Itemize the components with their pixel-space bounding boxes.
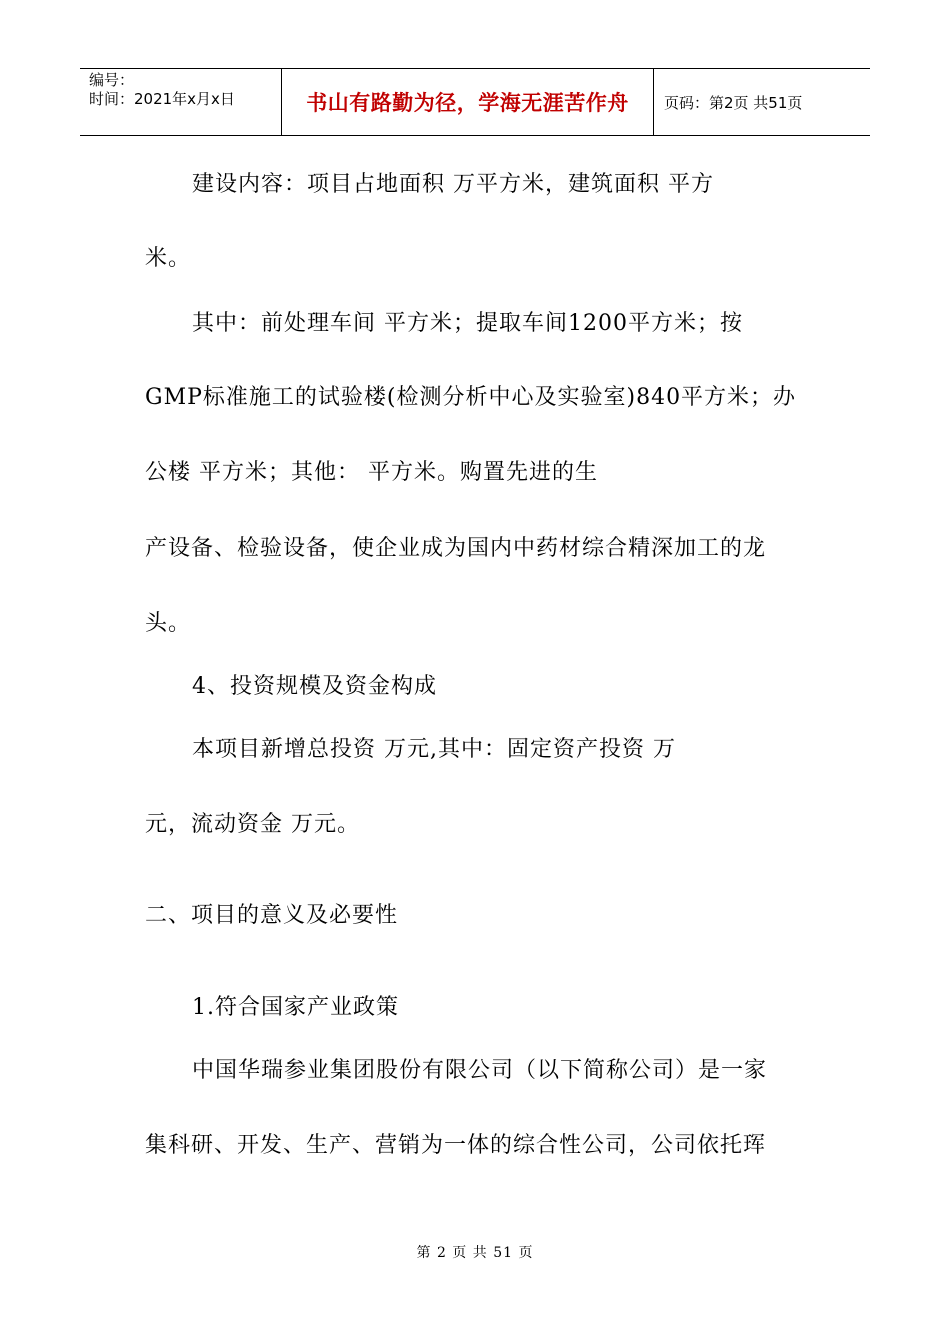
section-heading-investment: 4、投资规模及资金构成 xyxy=(192,674,437,699)
paragraph-line: GMP标准施工的试验楼(检测分析中心及实验室)840平方米；办 xyxy=(145,385,797,410)
paragraph-line: 产设备、检验设备，使企业成为国内中药材综合精深加工的龙 xyxy=(145,536,767,561)
paragraph-line: 元，流动资金 万元。 xyxy=(145,812,360,837)
paragraph-line: 本项目新增总投资 万元,其中：固定资产投资 万 xyxy=(192,737,676,762)
header-meta xyxy=(80,69,282,135)
header-time-label: 时间：2021年x月x日 xyxy=(89,90,235,108)
section-heading-significance: 二、项目的意义及必要性 xyxy=(145,903,399,928)
paragraph-line: 建设内容：项目占地面积 万平方米，建筑面积 平方 xyxy=(192,172,714,197)
paragraph-line: 头。 xyxy=(145,611,192,636)
header-motto: 书山有路勤为径，学海无涯苦作舟 xyxy=(282,69,654,135)
paragraph-line: 米。 xyxy=(145,246,192,271)
paragraph-line: 其中：前处理车间 平方米；提取车间1200平方米；按 xyxy=(192,311,743,336)
page-header xyxy=(80,68,870,136)
paragraph-line: 集科研、开发、生产、营销为一体的综合性公司，公司依托珲 xyxy=(145,1133,767,1158)
header-number-label: 编号： xyxy=(89,71,135,89)
header-page-code: 页码：第2页 共51页 xyxy=(664,93,803,112)
paragraph-line: 中国华瑞参业集团股份有限公司（以下简称公司）是一家 xyxy=(192,1058,768,1083)
subsection-heading-policy: 1.符合国家产业政策 xyxy=(192,995,399,1020)
paragraph-line: 公楼 平方米；其他： 平方米。购置先进的生 xyxy=(145,460,598,485)
page-footer: 第 2 页 共 51 页 xyxy=(416,1245,534,1261)
